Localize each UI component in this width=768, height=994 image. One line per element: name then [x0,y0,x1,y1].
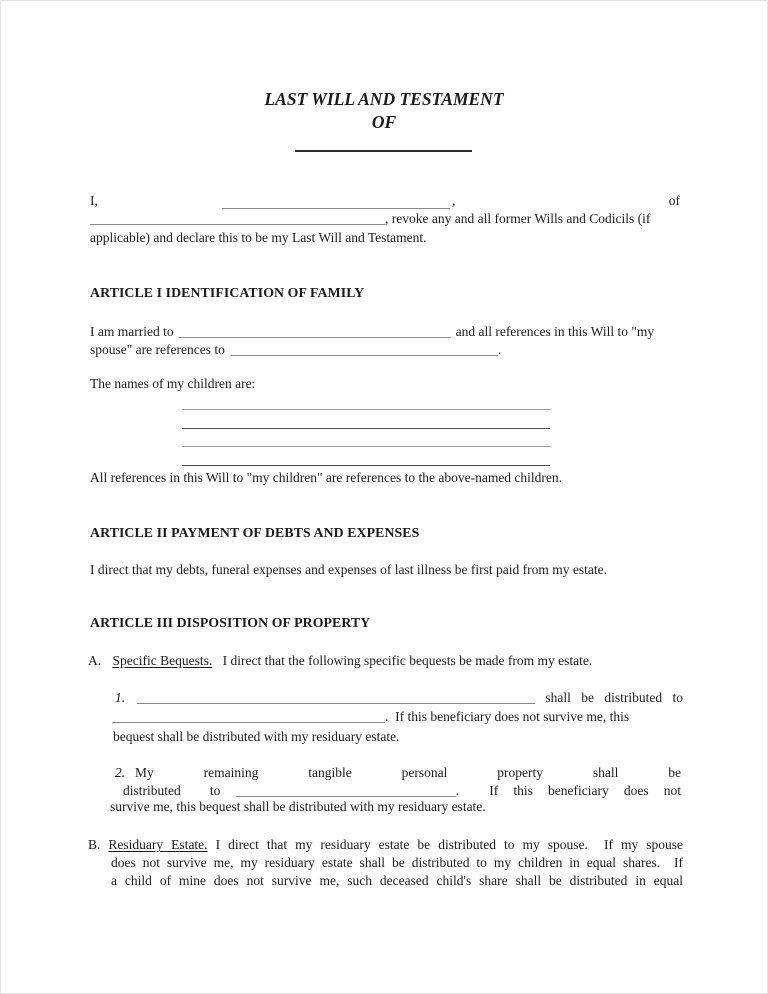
child-name-blank-2 [182,428,550,429]
section-a-label: A. [88,653,102,668]
bequest-item-2-line-1 [113,764,681,783]
testator-name-blank [222,192,450,209]
section-a-title: Specific Bequests. [112,653,213,668]
opening-part1: I, [90,193,98,208]
spouse-post-text: . [497,342,502,357]
section-b-line-1 [88,836,683,855]
children-intro: The names of my children are: [90,376,256,391]
section-b-label: B. [88,837,101,852]
opening-part2: of [668,193,680,208]
item-2-word-to: to [209,783,221,798]
child-name-blank-3 [182,446,550,447]
spouse-reference-blank [231,341,498,356]
opening-line-2 [90,210,650,229]
bequest-1-description-blank [137,689,535,704]
opening-comma: , [452,193,456,208]
item-2-word-distributed: distributed [123,783,181,798]
spouse-pre-text: spouse" are references to [90,342,225,357]
opening-line2-text: , revoke any and all former Wills and Codicils (if [385,211,651,226]
item-2-line1-text: My remaining tangible personal property shall be [135,765,681,780]
bequest-2-beneficiary-blank [236,782,456,797]
section-b-title: Residuary Estate. [108,837,208,852]
bequest-item-1-line-1 [115,689,683,708]
bequest-item-1-line-3: bequest shall be distributed with my residuary estate. [113,729,400,744]
item-1-line2-text: . If this beneficiary does not survive me, this [385,709,630,724]
section-b-line-2: does not survive me, my residuary estate shall be distributed to my children in equal shares. If [111,855,683,870]
document-title: LAST WILL AND TESTAMENT [264,89,504,109]
article-i-heading: ARTICLE I IDENTIFICATION OF FAMILY [90,285,365,300]
item-1-number: 1. [115,690,126,705]
married-line-2 [90,341,501,360]
opening-line-1 [90,192,680,210]
spouse-name-blank [179,323,451,338]
article-ii-heading: ARTICLE II PAYMENT OF DEBTS AND EXPENSES [90,525,420,540]
section-b-line1-text: I direct that my residuary estate be distributed to my spouse. If my spouse [215,837,684,852]
opening-line-3 [90,229,427,248]
bequest-item-2-line-3: survive me, this bequest shall be distributed with my residuary estate. [110,799,486,814]
article-iii-heading: ARTICLE III DISPOSITION OF PROPERTY [90,615,371,630]
bequest-1-beneficiary-blank [113,708,385,723]
document-title-of: OF [371,112,397,132]
child-name-blank-4 [182,465,550,466]
item-1-after-blank-text: shall be distributed to [545,690,684,705]
bequest-item-1-line-2 [113,708,629,727]
item-2-number: 2. [115,765,126,780]
section-b-line-3: a child of mine does not survive me, such deceased child's share shall be distributed in equal [111,873,683,888]
section-a-line [88,652,592,671]
child-name-blank-1 [182,409,550,410]
testator-address-blank [90,210,385,225]
article-ii-body: I direct that my debts, funeral expenses and expenses of last illness be first paid from my estate. [90,562,607,577]
item-2-line2-text: . If this beneficiary does not [455,783,682,798]
married-pre-text: I am married to [90,324,174,339]
opening-line3-text: applicable) and declare this to be my Last Will and Testament. [90,230,427,245]
married-line-1 [90,323,654,342]
married-post-text: and all references in this Will to "my [455,324,655,339]
children-note: All references in this Will to "my children" are references to the above-named children. [90,470,563,485]
testator-name-title-blank [295,150,472,152]
section-a-intro: I direct that the following specific bequests be made from my estate. [222,653,593,668]
